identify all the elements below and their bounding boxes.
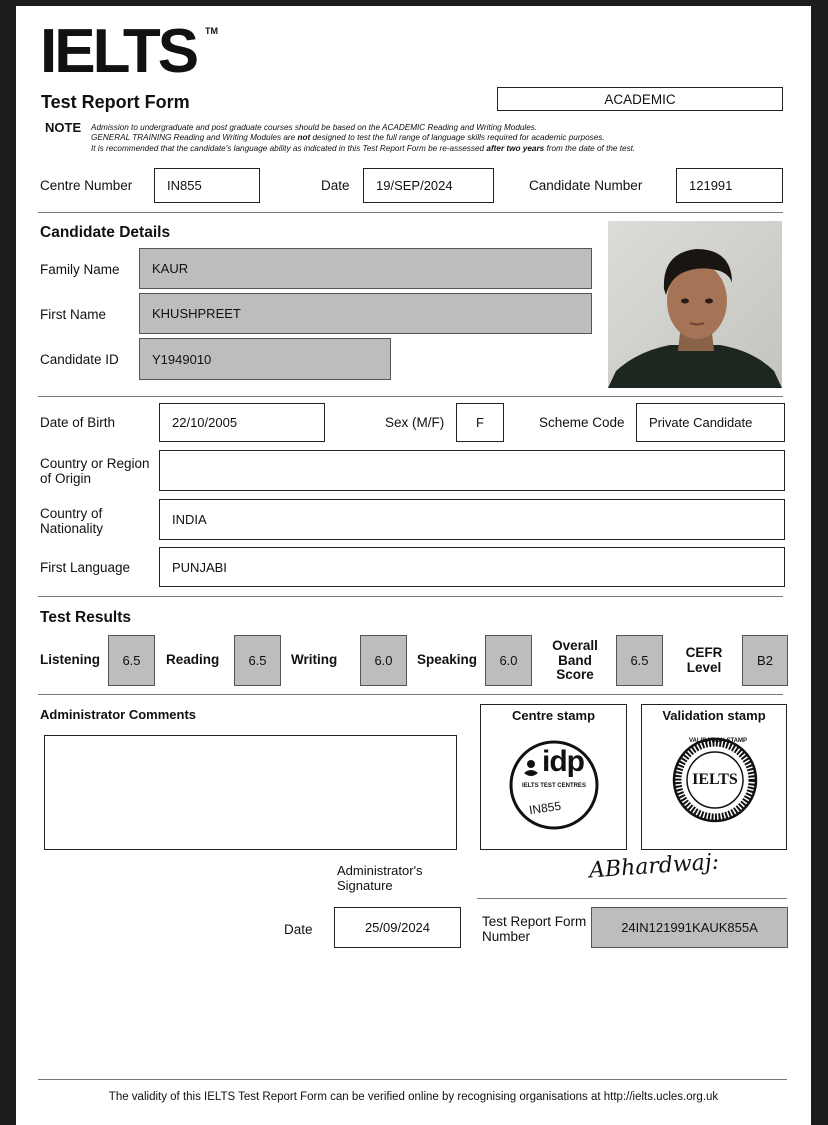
idp-subtitle: IELTS TEST CENTRES	[522, 783, 586, 789]
administrator-signature: ABhardwaj:	[588, 849, 720, 884]
dob-label: Date of Birth	[40, 415, 116, 430]
validation-stamp-box	[641, 704, 787, 850]
note-line-3	[91, 144, 791, 154]
listening-score: 6.5	[108, 635, 155, 686]
centre-number-field: IN855	[154, 168, 260, 203]
overall-label-line-3: Score	[556, 667, 594, 682]
note-line-3-post: from the date of the test.	[544, 143, 636, 153]
origin-label	[40, 456, 150, 486]
note-line-2-pre: GENERAL TRAINING Reading and Writing Modules are	[91, 133, 298, 143]
administrator-comments-label: Administrator Comments	[40, 707, 197, 722]
dob-field: 22/10/2005	[159, 403, 325, 442]
idp-centre-code: IN855	[528, 798, 562, 818]
validation-ring-text: VALIDATION STAMP	[689, 738, 747, 744]
first-language-label: First Language	[40, 560, 131, 575]
sex-label: Sex (M/F)	[385, 415, 445, 430]
listening-label: Listening	[40, 652, 100, 667]
cefr-label-line-2: Level	[686, 659, 722, 675]
signature-line	[477, 898, 787, 899]
note-line-2-bold: not	[297, 133, 311, 143]
speaking-score: 6.0	[485, 635, 532, 686]
family-name-label: Family Name	[40, 262, 120, 277]
writing-label: Writing	[291, 652, 338, 667]
idp-logo-text: idp	[542, 745, 584, 778]
divider	[38, 396, 783, 397]
overall-label-line-2: Band	[558, 652, 592, 668]
ielts-logo: IELTS	[40, 17, 197, 86]
first-name-label: First Name	[40, 307, 107, 322]
note-line-1: Admission to undergraduate and post graduate courses should be based on the ACADEMIC Reading and Writing Modules.	[91, 123, 538, 132]
candidate-details-title: Candidate Details	[40, 224, 171, 241]
candidate-photo	[608, 221, 782, 388]
candidate-id-label: Candidate ID	[40, 352, 119, 367]
date-label: Date	[321, 178, 350, 193]
centre-stamp-label: Centre stamp	[511, 708, 596, 723]
module-box: ACADEMIC	[497, 87, 783, 111]
centre-stamp-box	[480, 704, 627, 850]
nationality-label-line-2: Nationality	[40, 521, 104, 536]
speaking-label: Speaking	[417, 652, 478, 667]
divider	[38, 212, 783, 213]
first-language-field: PUNJABI	[159, 547, 785, 587]
scheme-code-label: Scheme Code	[539, 415, 625, 430]
nationality-field: INDIA	[159, 499, 785, 540]
trademark-mark: TM	[205, 26, 218, 36]
test-report-form	[16, 6, 811, 1125]
first-name-field: KHUSHPREET	[139, 293, 592, 334]
validation-stamp-label: Validation stamp	[662, 708, 766, 723]
note-line-2-post: designed to test the full range of language skills required for academic purposes.	[310, 133, 605, 143]
trf-label-line-2: Number	[482, 929, 531, 944]
test-date-field: 19/SEP/2024	[363, 168, 494, 203]
signature-label	[337, 863, 423, 893]
reading-label: Reading	[166, 652, 220, 667]
validation-center-text: IELTS	[692, 771, 738, 788]
writing-score: 6.0	[360, 635, 407, 686]
divider	[38, 596, 783, 597]
candidate-id-field: Y1949010	[139, 338, 391, 380]
footer-validity-note: The validity of this IELTS Test Report Form can be verified online by recognising organisations at http://ielts.ucles.org.uk	[108, 1091, 719, 1103]
signature-label-line-2: Signature	[337, 878, 393, 893]
issue-date-field: 25/09/2024	[334, 907, 461, 948]
note-line-3-pre: It is recommended that the candidate's language ability as indicated in this Test Report Form be re-assessed	[91, 143, 487, 153]
trf-label-line-1: Test Report Form	[482, 914, 587, 929]
signature-label-line-1: Administrator's	[337, 863, 423, 878]
form-title: Test Report Form	[41, 92, 190, 112]
cefr-label	[680, 646, 728, 675]
centre-number-label: Centre Number	[40, 178, 133, 193]
family-name-field: KAUR	[139, 248, 592, 289]
scheme-code-field: Private Candidate	[636, 403, 785, 442]
origin-field	[159, 450, 785, 491]
overall-band-score: 6.5	[616, 635, 663, 686]
sex-field: F	[456, 403, 504, 442]
cefr-level: B2	[742, 635, 788, 686]
nationality-label	[40, 506, 103, 536]
trf-number-label	[482, 914, 586, 944]
overall-band-label	[549, 639, 601, 683]
nationality-label-line-1: Country of	[40, 506, 103, 521]
trf-number-field: 24IN121991KAUK855A	[591, 907, 788, 948]
divider	[38, 694, 783, 695]
issue-date-label: Date	[284, 922, 313, 937]
administrator-comments-box	[44, 735, 457, 850]
overall-label-line-1: Overall	[552, 638, 598, 653]
footer-divider	[38, 1079, 787, 1080]
note-text	[91, 123, 791, 154]
note-line-3-bold: after two years	[486, 143, 545, 153]
note-line-2	[91, 133, 791, 143]
test-results-title: Test Results	[40, 609, 132, 626]
origin-label-line-1: Country or Region	[40, 456, 150, 471]
note-label: NOTE	[45, 120, 82, 135]
candidate-number-label: Candidate Number	[529, 178, 643, 193]
cefr-label-line-1: CEFR	[685, 645, 723, 660]
origin-label-line-2: of Origin	[40, 471, 92, 486]
reading-score: 6.5	[234, 635, 281, 686]
candidate-number-field: 121991	[676, 168, 783, 203]
